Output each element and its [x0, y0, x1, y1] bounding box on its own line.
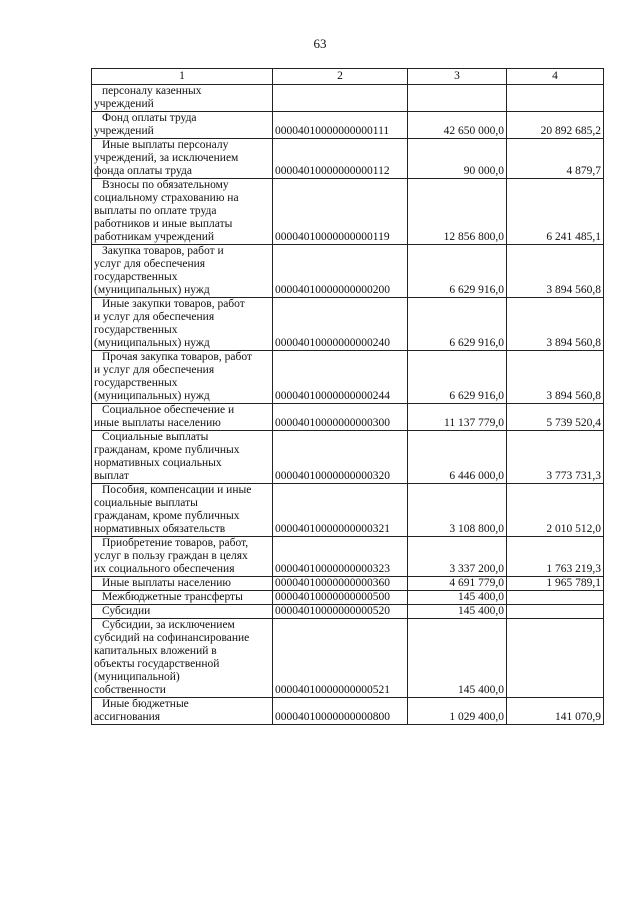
row-code [273, 85, 408, 112]
table-row [92, 619, 604, 698]
row-code: 00004010000000000119 [273, 179, 408, 245]
table-row [92, 179, 604, 245]
row-code: 00004010000000000200 [273, 245, 408, 298]
row-executed: 2 010 512,0 [507, 484, 604, 537]
row-code: 00004010000000000112 [273, 139, 408, 179]
row-name: Приобретение товаров, работ, услуг в пользу граждан в целях их социального обеспечения [92, 537, 273, 577]
row-code: 00004010000000000321 [273, 484, 408, 537]
row-amount: 6 629 916,0 [408, 298, 507, 351]
row-amount: 90 000,0 [408, 139, 507, 179]
row-name: Закупка товаров, работ и услуг для обеспечения государственных (муниципальных) нужд [92, 245, 273, 298]
table-row [92, 484, 604, 537]
row-code: 00004010000000000521 [273, 619, 408, 698]
row-code: 00004010000000000244 [273, 351, 408, 404]
table-row [92, 577, 604, 591]
row-executed [507, 85, 604, 112]
column-header: 2 [273, 69, 408, 85]
row-name: Субсидии [92, 605, 273, 619]
row-name: Взносы по обязательному социальному страхованию на выплаты по оплате труда работников и иные выплаты работникам учреждений [92, 179, 273, 245]
column-header: 4 [507, 69, 604, 85]
table-row [92, 298, 604, 351]
row-executed [507, 619, 604, 698]
row-name: Межбюджетные трансферты [92, 591, 273, 605]
row-amount: 6 629 916,0 [408, 351, 507, 404]
table-header-row [92, 69, 604, 85]
table-row [92, 112, 604, 139]
row-amount: 145 400,0 [408, 619, 507, 698]
row-code: 00004010000000000320 [273, 431, 408, 484]
row-amount: 11 137 779,0 [408, 404, 507, 431]
row-executed: 141 070,9 [507, 698, 604, 725]
row-name: персоналу казенных учреждений [92, 85, 273, 112]
row-code: 00004010000000000500 [273, 591, 408, 605]
row-amount: 4 691 779,0 [408, 577, 507, 591]
row-executed: 20 892 685,2 [507, 112, 604, 139]
row-executed: 4 879,7 [507, 139, 604, 179]
row-code: 00004010000000000300 [273, 404, 408, 431]
column-header: 1 [92, 69, 273, 85]
row-code: 00004010000000000111 [273, 112, 408, 139]
row-name: Иные выплаты населению [92, 577, 273, 591]
table-row [92, 605, 604, 619]
row-code: 00004010000000000520 [273, 605, 408, 619]
row-amount: 1 029 400,0 [408, 698, 507, 725]
row-amount: 6 446 000,0 [408, 431, 507, 484]
row-name: Иные выплаты персоналу учреждений, за исключением фонда оплаты труда [92, 139, 273, 179]
table-row [92, 139, 604, 179]
row-name: Пособия, компенсации и иные социальные выплаты гражданам, кроме публичных нормативных обязательств [92, 484, 273, 537]
page-number: 63 [313, 36, 327, 51]
table-row [92, 351, 604, 404]
column-header: 3 [408, 69, 507, 85]
row-executed: 1 763 219,3 [507, 537, 604, 577]
row-amount: 3 108 800,0 [408, 484, 507, 537]
row-executed [507, 591, 604, 605]
row-name: Социальные выплаты гражданам, кроме публичных нормативных социальных выплат [92, 431, 273, 484]
row-executed: 6 241 485,1 [507, 179, 604, 245]
row-executed: 5 739 520,4 [507, 404, 604, 431]
table-row [92, 245, 604, 298]
table-row [92, 537, 604, 577]
row-executed [507, 605, 604, 619]
row-code: 00004010000000000323 [273, 537, 408, 577]
row-amount: 145 400,0 [408, 591, 507, 605]
row-name: Социальное обеспечение и иные выплаты населению [92, 404, 273, 431]
row-name: Иные закупки товаров, работ и услуг для обеспечения государственных (муниципальных) нужд [92, 298, 273, 351]
row-executed: 3 894 560,8 [507, 351, 604, 404]
row-amount: 42 650 000,0 [408, 112, 507, 139]
row-code: 00004010000000000800 [273, 698, 408, 725]
row-amount: 12 856 800,0 [408, 179, 507, 245]
row-name: Прочая закупка товаров, работ и услуг для обеспечения государственных (муниципальных) нужд [92, 351, 273, 404]
row-amount: 3 337 200,0 [408, 537, 507, 577]
row-name: Субсидии, за исключением субсидий на софинансирование капитальных вложений в объекты государственной (муниципальной) собственности [92, 619, 273, 698]
row-executed: 1 965 789,1 [507, 577, 604, 591]
row-code: 00004010000000000360 [273, 577, 408, 591]
row-amount: 6 629 916,0 [408, 245, 507, 298]
row-amount: 145 400,0 [408, 605, 507, 619]
table-row [92, 698, 604, 725]
table-row [92, 404, 604, 431]
row-name: Фонд оплаты труда учреждений [92, 112, 273, 139]
row-code: 00004010000000000240 [273, 298, 408, 351]
row-amount [408, 85, 507, 112]
table-row [92, 591, 604, 605]
row-executed: 3 894 560,8 [507, 298, 604, 351]
row-executed: 3 773 731,3 [507, 431, 604, 484]
row-executed: 3 894 560,8 [507, 245, 604, 298]
table-row [92, 431, 604, 484]
table-row [92, 85, 604, 112]
row-name: Иные бюджетные ассигнования [92, 698, 273, 725]
budget-table [91, 68, 604, 725]
